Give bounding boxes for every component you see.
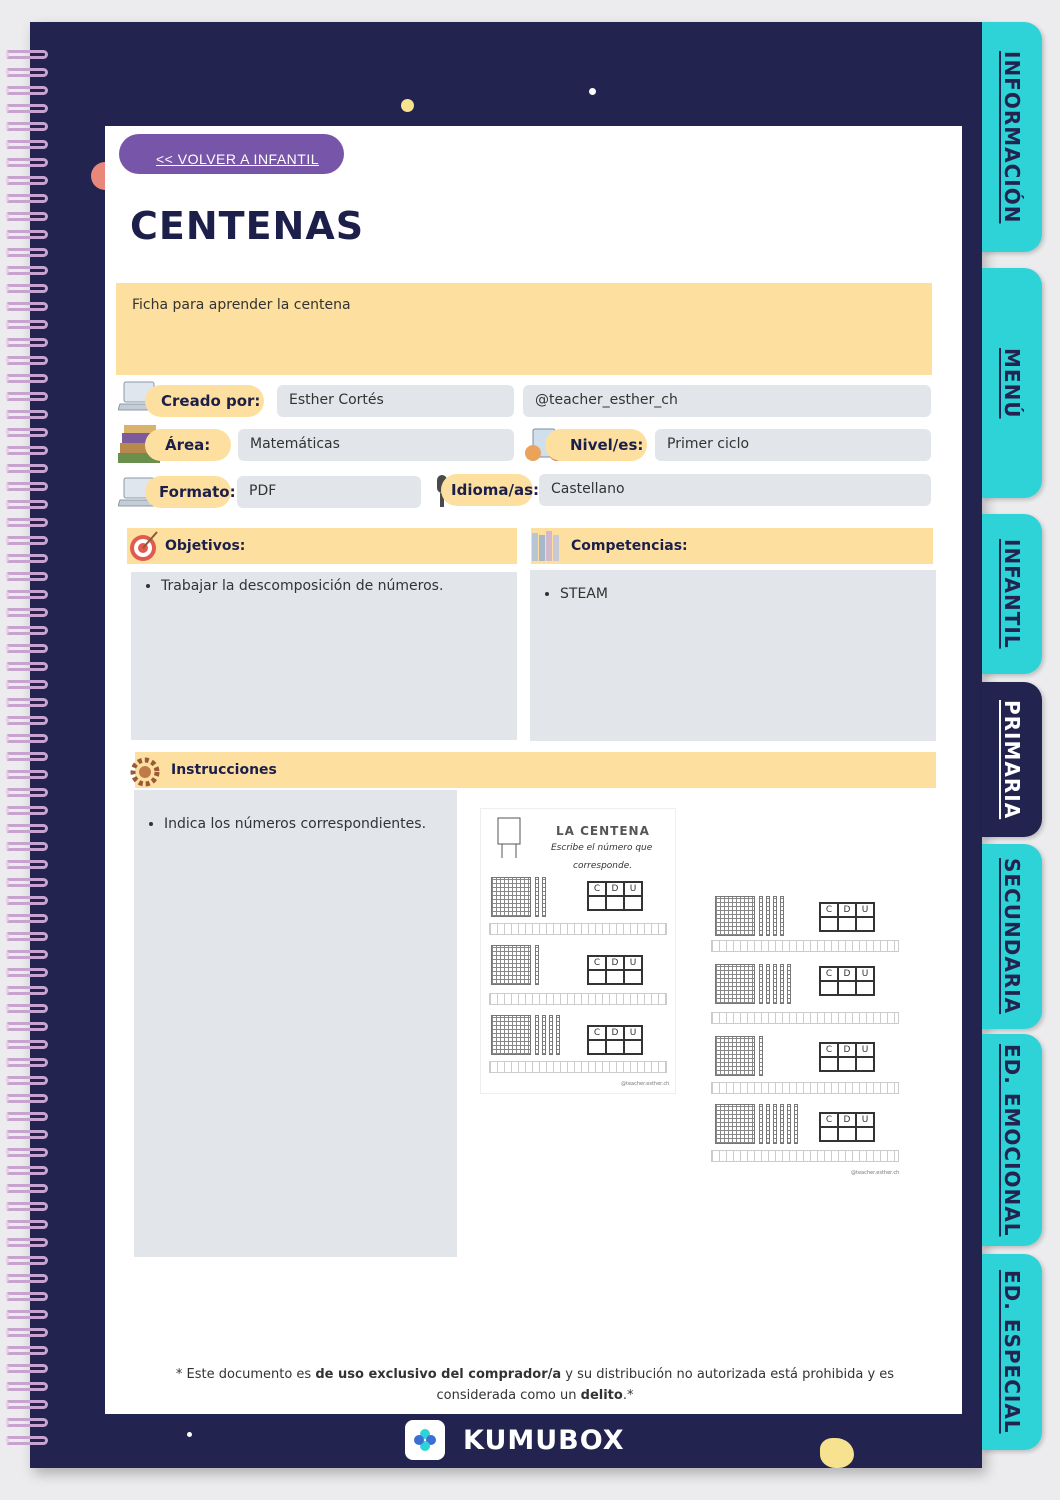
- spiral-ring: [6, 212, 48, 221]
- spiral-ring: [6, 230, 48, 239]
- spiral-ring: [6, 698, 48, 707]
- objetivos-header: Objetivos:: [127, 528, 517, 564]
- ten-rod: [535, 945, 539, 985]
- spiral-binding: [6, 50, 52, 1470]
- spiral-ring: [6, 446, 48, 455]
- ten-rod: [542, 1015, 546, 1055]
- spiral-ring: [6, 302, 48, 311]
- nivel-label: Nivel/es:: [545, 429, 647, 461]
- spiral-ring: [6, 1058, 48, 1067]
- ten-rod: [759, 1036, 763, 1076]
- competencias-list: [530, 570, 936, 741]
- spiral-ring: [6, 842, 48, 851]
- spiral-ring: [6, 1148, 48, 1157]
- formato-value: PDF: [237, 476, 421, 508]
- page-title: CENTENAS: [130, 204, 365, 248]
- list-item: • Trabajar la descomposición de números.: [161, 578, 517, 594]
- spiral-ring: [6, 158, 48, 167]
- tab-secundaria[interactable]: SECUNDARIA: [982, 844, 1042, 1029]
- spiral-ring: [6, 410, 48, 419]
- cdu-box: C D U: [587, 955, 643, 985]
- spiral-ring: [6, 896, 48, 905]
- ten-rod: [773, 896, 777, 936]
- spiral-ring: [6, 374, 48, 383]
- number-strip: [489, 923, 667, 935]
- spiral-ring: [6, 590, 48, 599]
- spiral-ring: [6, 932, 48, 941]
- spiral-ring: [6, 914, 48, 923]
- ten-rod: [759, 964, 763, 1004]
- spiral-ring: [6, 716, 48, 725]
- instrucciones-header: Instrucciones: [135, 752, 936, 788]
- spiral-ring: [6, 860, 48, 869]
- formato-label: Formato:: [145, 476, 231, 508]
- spiral-ring: [6, 1436, 48, 1445]
- number-strip: [711, 940, 899, 952]
- spiral-ring: [6, 644, 48, 653]
- spiral-ring: [6, 464, 48, 473]
- ten-rod: [766, 896, 770, 936]
- legal-footnote: * Este documento es de uso exclusivo del comprador/a y su distribución no autorizada está prohibida y es considerada como un delito.*: [175, 1367, 895, 1403]
- books-shelf-icon: [528, 528, 564, 564]
- spiral-ring: [6, 878, 48, 887]
- spiral-ring: [6, 536, 48, 545]
- spiral-ring: [6, 194, 48, 203]
- creado-label: Creado por:: [145, 385, 264, 417]
- tab-infantil[interactable]: INFANTIL: [982, 514, 1042, 674]
- spiral-ring: [6, 554, 48, 563]
- tab-ed-emocional[interactable]: ED. EMOCIONAL: [982, 1034, 1042, 1246]
- spiral-ring: [6, 1238, 48, 1247]
- spiral-ring: [6, 1346, 48, 1355]
- spiral-ring: [6, 518, 48, 527]
- spiral-ring: [6, 806, 48, 815]
- number-strip: [711, 1150, 899, 1162]
- tab-informacion[interactable]: INFORMACIÓN: [982, 22, 1042, 252]
- cdu-box: C D U: [587, 1025, 643, 1055]
- spiral-ring: [6, 86, 48, 95]
- spiral-ring: [6, 968, 48, 977]
- spiral-ring: [6, 1166, 48, 1175]
- ten-rod: [759, 1104, 763, 1144]
- worksheet-preview-page-1[interactable]: [480, 808, 676, 1094]
- spiral-ring: [6, 1382, 48, 1391]
- spiral-ring: [6, 68, 48, 77]
- number-strip: [711, 1012, 899, 1024]
- star-icon: [589, 88, 596, 95]
- ten-rod: [766, 1104, 770, 1144]
- back-to-infantil-button[interactable]: << VOLVER A INFANTIL: [119, 134, 344, 174]
- spiral-ring: [6, 1292, 48, 1301]
- mascot-icon: [491, 813, 527, 863]
- spiral-ring: [6, 1364, 48, 1373]
- description-panel: [116, 283, 932, 375]
- ten-rod: [794, 1104, 798, 1144]
- area-value: Matemáticas: [238, 429, 514, 461]
- description-text: Ficha para aprender la centena: [132, 297, 351, 313]
- spiral-ring: [6, 1076, 48, 1085]
- ten-rod: [542, 877, 546, 917]
- spiral-ring: [6, 1400, 48, 1409]
- area-label: Área:: [145, 429, 231, 461]
- ten-rod: [535, 877, 539, 917]
- star-icon: [401, 99, 414, 112]
- hundred-block: [715, 1104, 755, 1144]
- spiral-ring: [6, 1130, 48, 1139]
- hundred-block: [491, 877, 531, 917]
- nivel-value: Primer ciclo: [655, 429, 931, 461]
- spiral-ring: [6, 734, 48, 743]
- tab-menu[interactable]: MENÚ: [982, 268, 1042, 498]
- spiral-ring: [6, 392, 48, 401]
- spiral-ring: [6, 680, 48, 689]
- spiral-ring: [6, 1040, 48, 1049]
- list-item: • STEAM: [560, 586, 936, 602]
- spiral-ring: [6, 1328, 48, 1337]
- ten-rod: [787, 964, 791, 1004]
- kumubox-brand[interactable]: [405, 1420, 625, 1460]
- spiral-ring: [6, 788, 48, 797]
- target-icon: [125, 528, 161, 564]
- ten-rod: [556, 1015, 560, 1055]
- spiral-ring: [6, 770, 48, 779]
- hundred-block: [715, 1036, 755, 1076]
- idioma-value: Castellano: [539, 474, 931, 506]
- worksheet-title: LA CENTENA: [556, 824, 650, 838]
- hundred-block: [491, 1015, 531, 1055]
- spiral-ring: [6, 1310, 48, 1319]
- gear-icon: [127, 754, 163, 790]
- hundred-block: [491, 945, 531, 985]
- spiral-ring: [6, 1418, 48, 1427]
- spiral-ring: [6, 626, 48, 635]
- spiral-ring: [6, 338, 48, 347]
- number-strip: [489, 1061, 667, 1073]
- cdu-box: C D U: [819, 1042, 875, 1072]
- spiral-ring: [6, 176, 48, 185]
- spiral-ring: [6, 1004, 48, 1013]
- cdu-box: C D U: [819, 1112, 875, 1142]
- list-item: • Indica los números correspondientes.: [164, 816, 457, 832]
- ten-rod: [780, 896, 784, 936]
- cdu-box: C D U: [587, 881, 643, 911]
- spiral-ring: [6, 320, 48, 329]
- spiral-ring: [6, 1112, 48, 1121]
- spiral-ring: [6, 608, 48, 617]
- creado-value: Esther Cortés: [277, 385, 514, 417]
- ten-rod: [780, 964, 784, 1004]
- hundred-block: [715, 896, 755, 936]
- spiral-ring: [6, 1202, 48, 1211]
- tab-ed-especial[interactable]: ED. ESPECIAL: [982, 1254, 1042, 1450]
- handle-value: @teacher_esther_ch: [523, 385, 931, 417]
- hundred-block: [715, 964, 755, 1004]
- worksheet-subtitle: corresponde.: [573, 861, 633, 871]
- spiral-ring: [6, 662, 48, 671]
- spiral-ring: [6, 122, 48, 131]
- kumubox-logo-icon: [405, 1420, 445, 1460]
- spiral-ring: [6, 140, 48, 149]
- star-icon: [820, 1438, 854, 1468]
- ten-rod: [549, 1015, 553, 1055]
- spiral-ring: [6, 50, 48, 59]
- ten-rod: [773, 964, 777, 1004]
- spiral-ring: [6, 284, 48, 293]
- number-strip: [489, 993, 667, 1005]
- cdu-box: C D U: [819, 966, 875, 996]
- spiral-ring: [6, 572, 48, 581]
- spiral-ring: [6, 1256, 48, 1265]
- tab-primaria[interactable]: PRIMARIA: [982, 682, 1042, 837]
- brand-name: KUMUBOX: [463, 1424, 625, 1456]
- worksheet-preview-page-2[interactable]: [705, 886, 905, 1186]
- spiral-ring: [6, 950, 48, 959]
- cdu-box: C D U: [819, 902, 875, 932]
- competencias-header: Competencias:: [531, 528, 933, 564]
- worksheet-watermark: @teacher.esther.ch: [851, 1170, 900, 1176]
- ten-rod: [766, 964, 770, 1004]
- spiral-ring: [6, 248, 48, 257]
- spiral-ring: [6, 1022, 48, 1031]
- spiral-ring: [6, 1094, 48, 1103]
- objetivos-list: [131, 572, 517, 740]
- spiral-ring: [6, 1220, 48, 1229]
- content-page: [105, 126, 962, 1414]
- spiral-ring: [6, 1274, 48, 1283]
- spiral-ring: [6, 266, 48, 275]
- idioma-label: Idioma/as:: [441, 474, 533, 506]
- ten-rod: [535, 1015, 539, 1055]
- instrucciones-list: [134, 790, 457, 1257]
- ten-rod: [780, 1104, 784, 1144]
- ten-rod: [773, 1104, 777, 1144]
- number-strip: [711, 1082, 899, 1094]
- ten-rod: [787, 1104, 791, 1144]
- worksheet-watermark: @teacher.esther.ch: [621, 1081, 670, 1087]
- spiral-ring: [6, 428, 48, 437]
- ten-rod: [759, 896, 763, 936]
- spiral-ring: [6, 752, 48, 761]
- spiral-ring: [6, 482, 48, 491]
- spiral-ring: [6, 104, 48, 113]
- spiral-ring: [6, 1184, 48, 1193]
- spiral-ring: [6, 356, 48, 365]
- spiral-ring: [6, 986, 48, 995]
- spiral-ring: [6, 824, 48, 833]
- star-icon: [187, 1432, 192, 1437]
- spiral-ring: [6, 500, 48, 509]
- worksheet-subtitle: Escribe el número que: [551, 843, 653, 853]
